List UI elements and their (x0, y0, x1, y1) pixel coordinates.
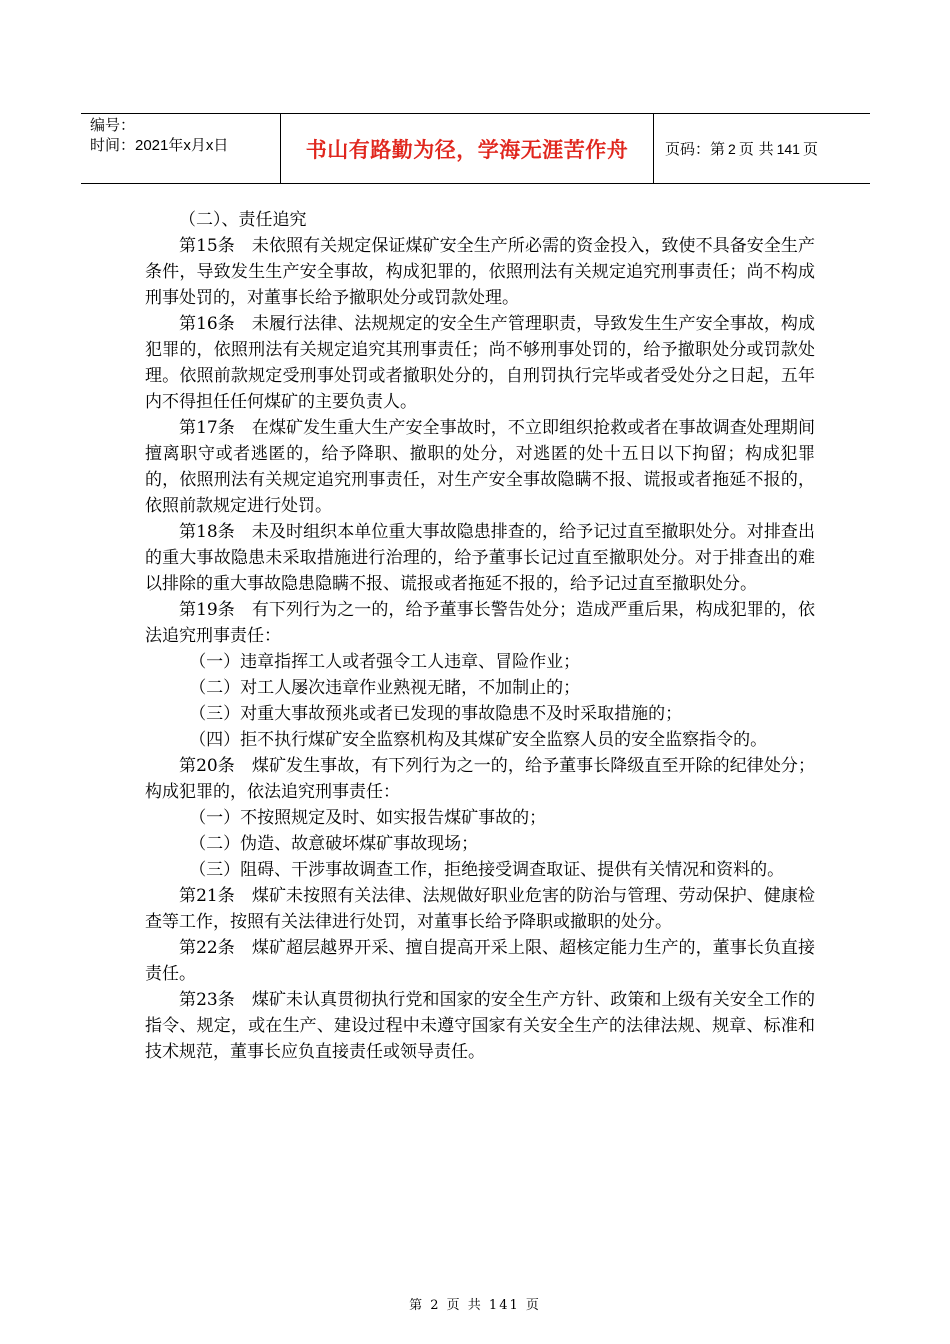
article-21: 第21条 煤矿未按照有关法律、法规做好职业危害的防治与管理、劳动保护、健康检查等工作，按照有关法律进行处罚，对董事长给予降职或撤职的处分。 (145, 886, 815, 932)
section-title: （二）、责任追究 (179, 210, 307, 230)
article-19-item-4: （四）拒不执行煤矿安全监察机构及其煤矿安全监察人员的安全监察指令的。 (189, 730, 768, 750)
document-time-label: 时间：2021年x月x日 (90, 137, 229, 154)
page-label-suffix: 页 (802, 140, 818, 158)
article-20-item-1: （一）不按照规定及时、如实报告煤矿事故的； (189, 808, 547, 828)
document-number-label: 编号： (90, 117, 136, 134)
article-17: 第17条 在煤矿发生重大生产安全事故时，不立即组织抢救或者在事故调查处理期间擅离职守或者逃匿的，给予降职、撤职的处分，对逃匿的处十五日以下拘留；构成犯罪的，依照刑法有关规定追究刑事责任，对生产安全事故隐瞒不报、谎报或者拖延不报的，依照前款规定进行处罚。 (145, 418, 815, 516)
header-page-cell (654, 114, 870, 183)
header-motto: 书山有路勤为径，学海无涯苦作舟 (305, 137, 629, 162)
page-total-number: 141 (776, 140, 800, 157)
article-19-item-1: （一）违章指挥工人或者强令工人违章、冒险作业； (189, 652, 581, 672)
page-label-mid: 页 共 (738, 140, 774, 158)
header-motto-cell (281, 114, 654, 183)
page-footer: 第 2 页 共 141 页 (409, 1298, 541, 1313)
article-22: 第22条 煤矿超层越界开采、擅自提高开采上限、超核定能力生产的，董事长负直接责任。 (145, 938, 815, 984)
article-19-item-2: （二）对工人屡次违章作业熟视无睹，不加制止的； (189, 678, 581, 698)
article-20-item-3: （三）阻碍、干涉事故调查工作，拒绝接受调查取证、提供有关情况和资料的。 (189, 860, 785, 880)
article-19-item-3: （三）对重大事故预兆或者已发现的事故隐患不及时采取措施的； (189, 704, 683, 724)
article-18: 第18条 未及时组织本单位重大事故隐患排查的，给予记过直至撤职处分。对排查出的重大事故隐患未采取措施进行治理的，给予董事长记过直至撤职处分。对于排查出的难以排除的重大事故隐患隐瞒不报、谎报或者拖延不报的，给予记过直至撤职处分。 (145, 522, 815, 594)
article-20: 第20条 煤矿发生事故，有下列行为之一的，给予董事长降级直至开除的纪律处分；构成犯罪的，依法追究刑事责任： (145, 756, 815, 802)
page-label-prefix: 页码：第 (665, 140, 726, 158)
page-current-number: 2 (728, 140, 736, 157)
document-header (81, 113, 870, 184)
article-23: 第23条 煤矿未认真贯彻执行党和国家的安全生产方针、政策和上级有关安全工作的指令、规定，或在生产、建设过程中未遵守国家有关安全生产的法律法规、规章、标准和技术规范，董事长应负直接责任或领导责任。 (145, 990, 815, 1062)
header-meta-cell (81, 114, 281, 183)
article-15: 第15条 未依照有关规定保证煤矿安全生产所必需的资金投入，致使不具备安全生产条件，导致发生生产安全事故，构成犯罪的，依照刑法有关规定追究刑事责任；尚不构成刑事处罚的，对董事长给予撤职处分或罚款处理。 (145, 236, 815, 308)
article-20-item-2: （二）伪造、故意破坏煤矿事故现场； (189, 834, 479, 854)
document-body (145, 207, 815, 1065)
article-19: 第19条 有下列行为之一的，给予董事长警告处分；造成严重后果，构成犯罪的，依法追究刑事责任： (145, 600, 815, 646)
article-16: 第16条 未履行法律、法规规定的安全生产管理职责，导致发生生产安全事故，构成犯罪的，依照刑法有关规定追究其刑事责任；尚不够刑事处罚的，给予撤职处分或罚款处理。依照前款规定受刑事处罚或者撤职处分的，自刑罚执行完毕或者受处分之日起，五年内不得担任任何煤矿的主要负责人。 (145, 314, 815, 412)
